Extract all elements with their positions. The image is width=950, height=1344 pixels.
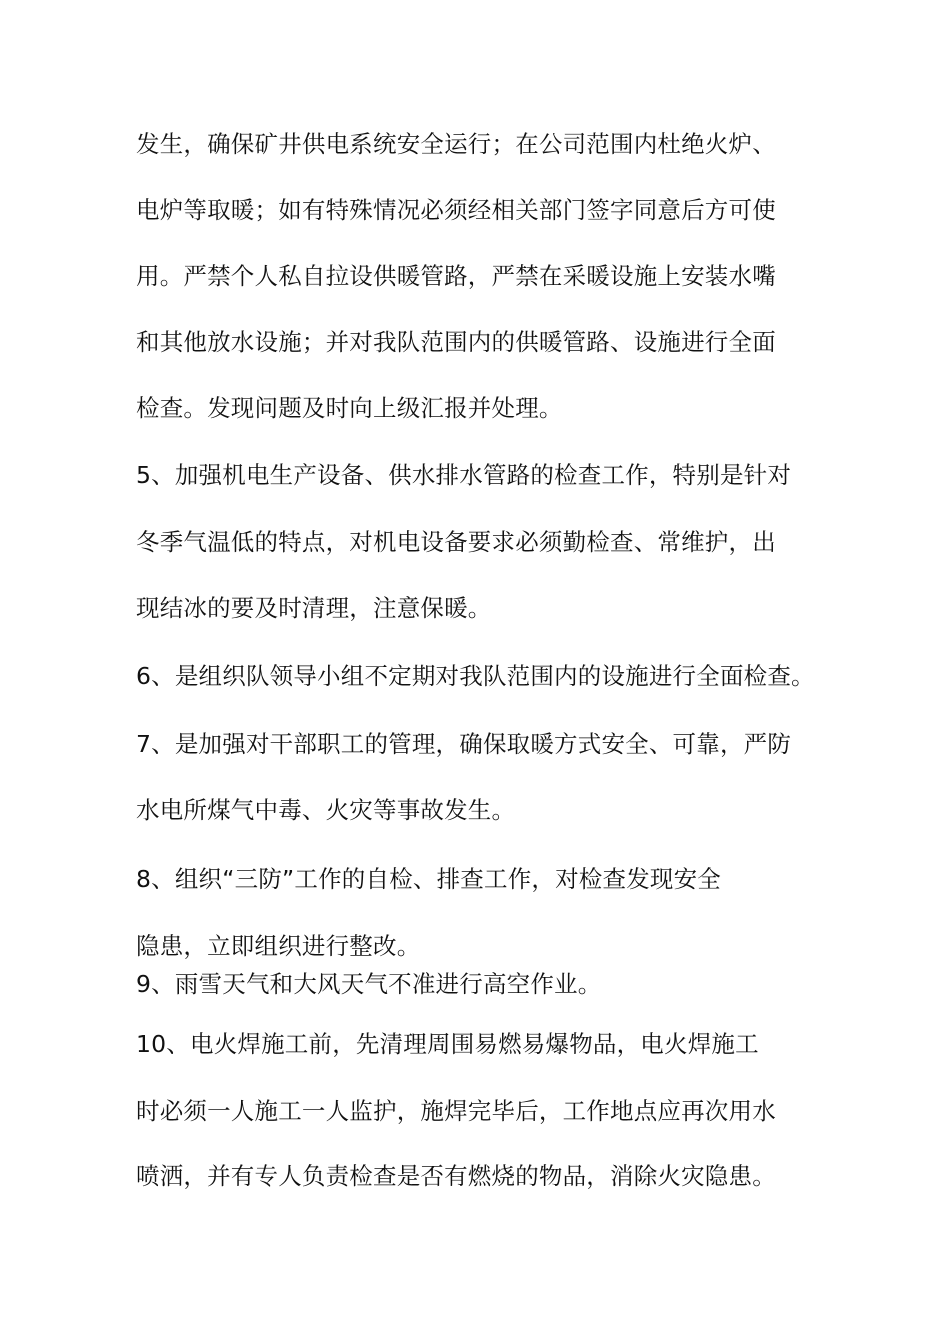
text-line: 水电所煤气中毒、火灾等事故发生。 <box>136 796 516 824</box>
list-item-7: 7、是加强对干部职工的管理，确保取暖方式安全、可靠，严防 <box>136 730 792 758</box>
text-line: 冬季气温低的特点，对机电设备要求必须勤检查、常维护，出 <box>136 528 776 556</box>
list-item-9: 9、雨雪天气和大风天气不准进行高空作业。 <box>136 970 602 998</box>
text-line: 和其他放水设施；并对我队范围内的供暖管路、设施进行全面 <box>136 328 776 356</box>
text-line: 电炉等取暖；如有特殊情况必须经相关部门签字同意后方可使 <box>136 196 776 224</box>
list-item-8: 8、组织“三防”工作的自检、排查工作，对检查发现安全 <box>136 865 721 893</box>
text-line: 喷洒，并有专人负责检查是否有燃烧的物品，消除火灾隐患。 <box>136 1162 776 1190</box>
text-line: 隐患，立即组织进行整改。 <box>136 932 421 960</box>
list-item-10: 10、电火焊施工前，先清理周围易燃易爆物品，电火焊施工 <box>136 1030 759 1058</box>
text-line: 时必须一人施工一人监护，施焊完毕后，工作地点应再次用水 <box>136 1097 776 1125</box>
text-line: 用。严禁个人私自拉设供暖管路，严禁在采暖设施上安装水嘴 <box>136 262 776 290</box>
list-item-5: 5、加强机电生产设备、供水排水管路的检查工作，特别是针对 <box>136 461 792 489</box>
list-item-6: 6、是组织队领导小组不定期对我队范围内的设施进行全面检查。 <box>136 662 815 690</box>
text-line: 发生，确保矿井供电系统安全运行；在公司范围内杜绝火炉、 <box>136 130 776 158</box>
text-line: 检查。发现问题及时向上级汇报并处理。 <box>136 394 563 422</box>
text-line: 现结冰的要及时清理，注意保暖。 <box>136 594 492 622</box>
